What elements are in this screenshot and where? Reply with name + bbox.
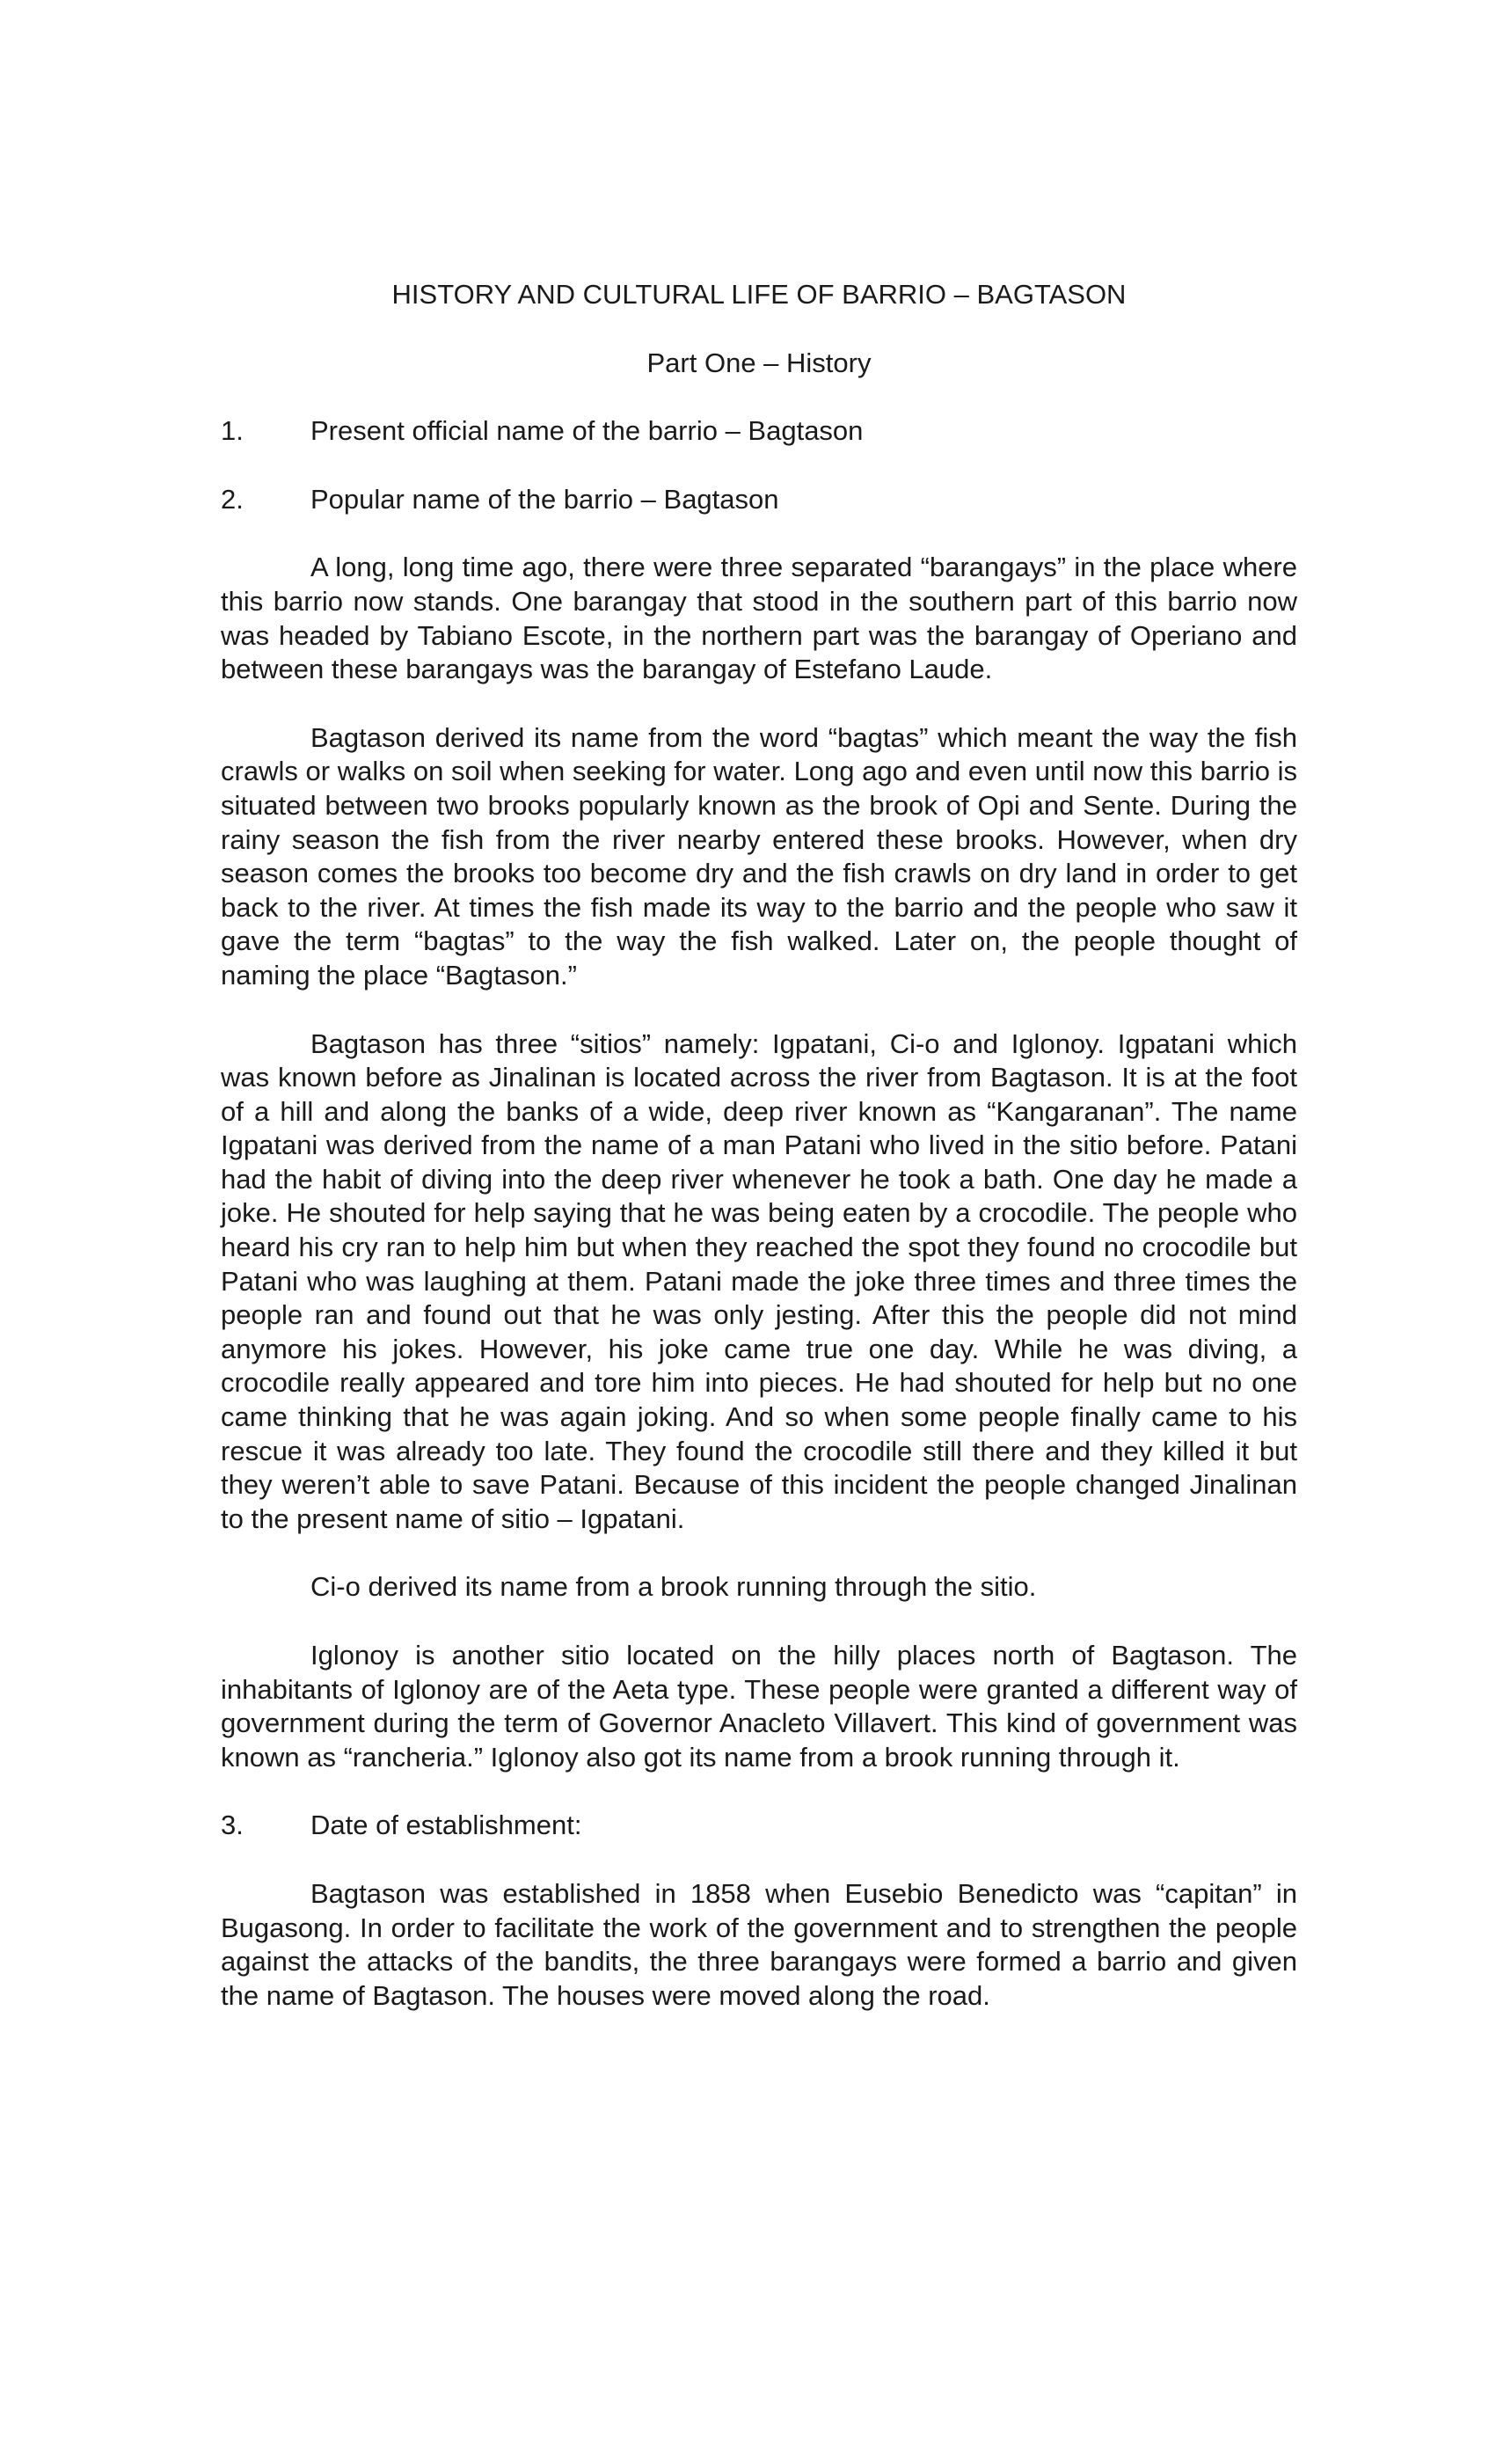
paragraph-sitios: Bagtason has three “sitios” namely: Igpatani, Ci-o and Iglonoy. Igpatani which was known before as Jinalinan is located across the river from Bagtason. It is at the foot of a hill and along the banks of a wide, deep river known as “Kangaranan”. The name Igpatani was derived from the name of a man Patani who lived in the sitio before. Patani had the habit of diving into the deep river whenever he took a bath. One day he made a joke. He shouted for help saying that he was being eaten by a crocodile. The people who heard his cry ran to help him but when they reached the spot they found no crocodile but Patani who was laughing at them. Patani made the joke three times and three times the people ran and found out that he was only jesting. After this the people did not mind anymore his jokes. However, his joke came true one day. While he was diving, a crocodile really appeared and tore him into pieces. He had shouted for help but no one came thinking that he was again joking. And so when some people finally came to his rescue it was already too late. They found the crocodile still there and they killed it but they weren’t able to save Patani. Because of this incident the people changed Jinalinan to the present name of sitio – Igpatani. [221, 1027, 1297, 1534]
item-text: Date of establishment: [310, 1810, 582, 1841]
numbered-item-3 [221, 1809, 1297, 1843]
document-body [221, 278, 1297, 2047]
part-heading: Part One – History [646, 347, 872, 378]
item-number: 1. [221, 415, 244, 447]
paragraph-barangays: A long, long time ago, there were three separated “barangays” in the place where this barrio now stands. One barangay that stood in the southern part of this barrio now was headed by Tabiano Escote, in the northern part was the barangay of Operiano and between these barangays was the barangay of Estefano Laude. [221, 552, 1297, 685]
paragraph-establishment: Bagtason was established in 1858 when Eusebio Benedicto was “capitan” in Bugasong. In order to facilitate the work of the government and to strengthen the people against the attacks of the bandits, the three barangays were formed a barrio and given the name of Bagtason. The houses were moved along the road. [221, 1877, 1297, 2011]
paragraph-cio: Ci-o derived its name from a brook running through the sitio. [310, 1571, 1037, 1603]
item-text: Popular name of the barrio – Bagtason [310, 483, 779, 515]
paragraph-iglonoy: Iglonoy is another sitio located on the hilly places north of Bagtason. The inhabitants of Iglonoy are of the Aeta type. These people were granted a different way of government during the term of Governor Anacleto Villavert. This kind of government was known as “rancheria.” Iglonoy also got its name from a brook running through it. [221, 1640, 1297, 1773]
numbered-item-2 [221, 483, 1297, 517]
item-number: 2. [221, 483, 244, 515]
document-title: HISTORY AND CULTURAL LIFE OF BARRIO – BAGTASON [391, 279, 1127, 310]
item-number: 3. [221, 1810, 244, 1841]
item-text: Present official name of the barrio – Bagtason [310, 415, 864, 447]
numbered-item-1 [221, 414, 1297, 449]
paragraph-name-origin: Bagtason derived its name from the word “bagtas” which meant the way the fish crawls or walks on soil when seeking for water. Long ago and even until now this barrio is situated between two brooks popularly known as the brook of Opi and Sente. During the rainy season the fish from the river nearby entered these brooks. However, when dry season comes the brooks too become dry and the fish crawls on dry land in order to get back to the river. At times the fish made its way to the barrio and the people who saw it gave the term “bagtas” to the way the fish walked. Later on, the people thought of naming the place “Bagtason.” [221, 721, 1297, 991]
